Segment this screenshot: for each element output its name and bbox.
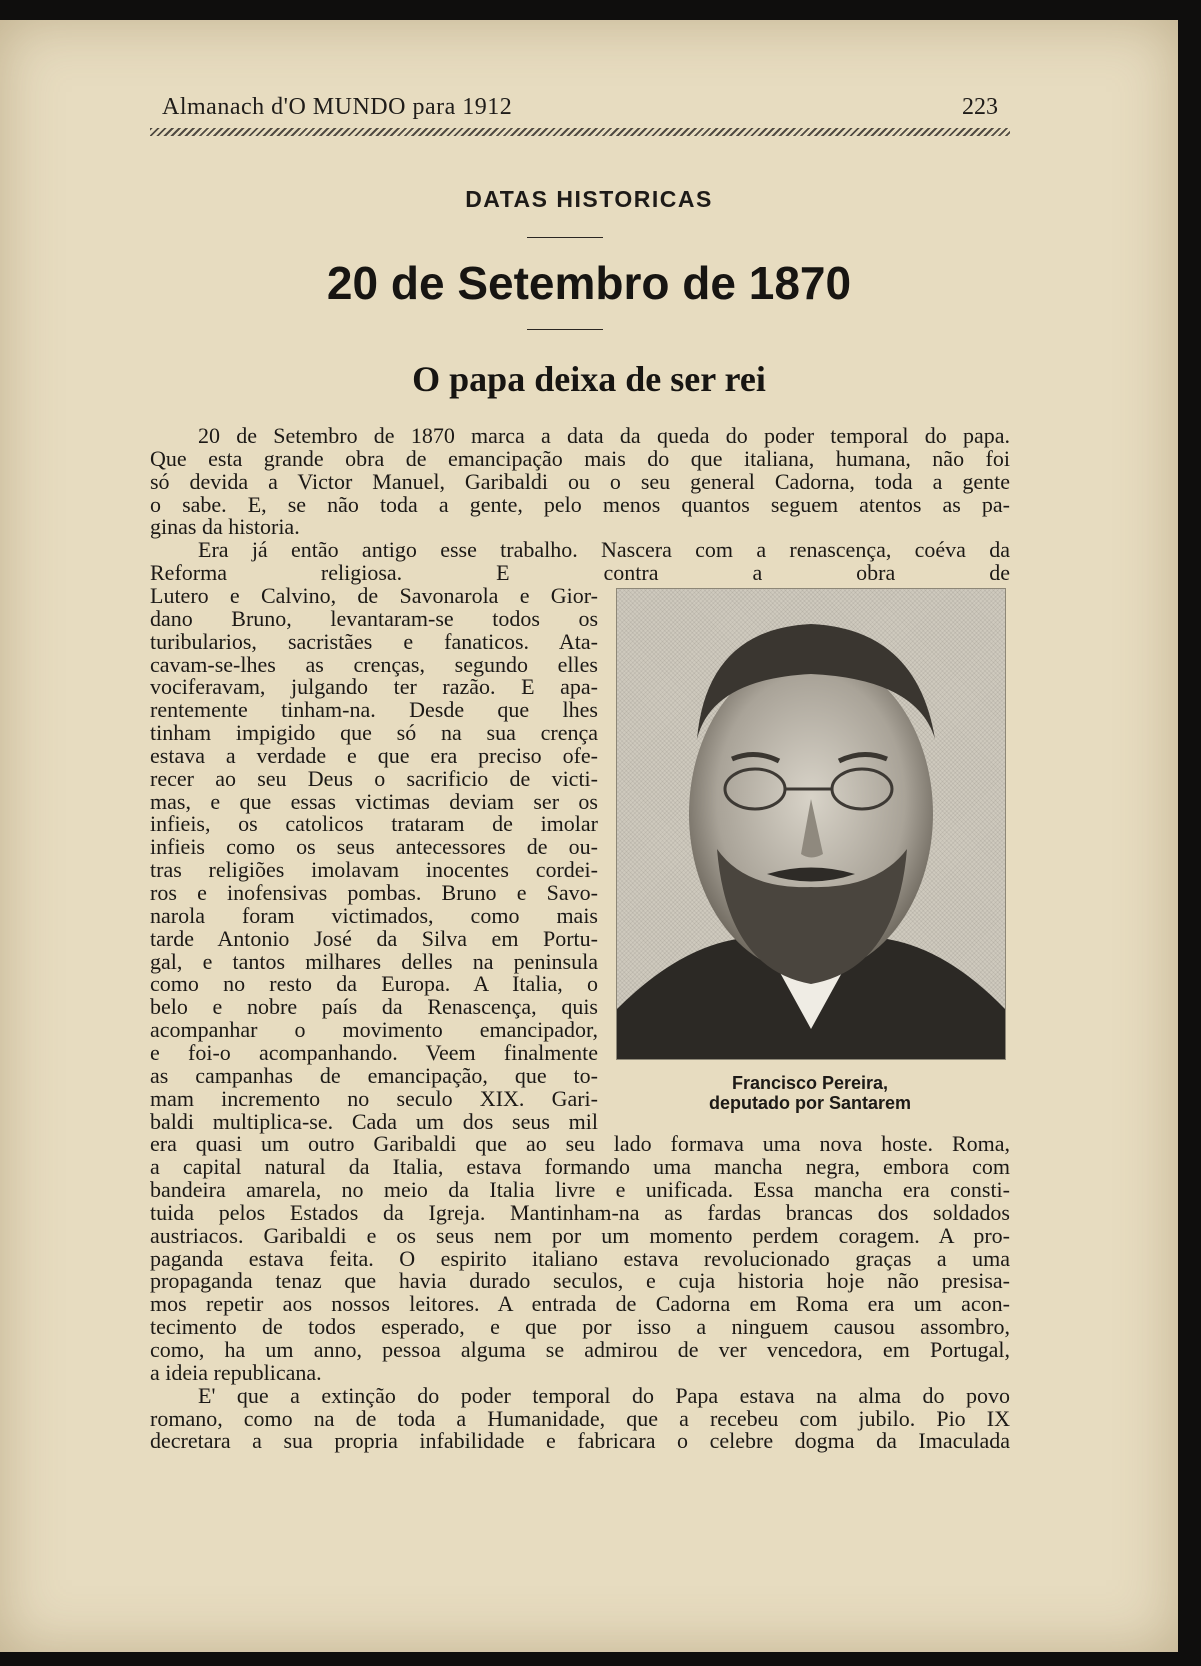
body-text-line: propaganda tenaz que havia durado seculos, e cuja historia hoje não presisa-	[150, 1268, 1010, 1294]
body-text-line: acompanhar o movimento emancipador,	[150, 1017, 598, 1043]
article-subtitle: O papa deixa de ser rei	[412, 359, 766, 399]
photo-caption-name: Francisco Pereira,	[731, 1073, 889, 1093]
body-text-line: Que esta grande obra de emancipação mais do que italiana, humana, não foi	[150, 445, 1010, 471]
body-text-line: turibularios, sacristães e fanaticos. Ata-	[150, 628, 598, 654]
body-text-line: como, ha um anno, pessoa alguma se admirou de ver vencedora, em Portugal,	[150, 1337, 1010, 1362]
body-text-line: Era já então antigo esse trabalho. Nascera com a renascença, coéva da	[198, 537, 1010, 563]
body-text-line: bandeira amarela, no meio da Italia livre e unificada. Essa mancha era consti-	[150, 1177, 1010, 1203]
body-text-line: mas, e que essas victimas deviam ser os	[150, 788, 598, 814]
header-rule	[150, 128, 1010, 136]
divider-rule	[527, 329, 603, 330]
portrait-illustration	[617, 589, 1005, 1059]
body-text-line: tarde Antonio José da Silva em Portu-	[150, 925, 598, 951]
page-number: 223	[962, 94, 998, 120]
body-text-line: paganda estava feita. O espirito italiano estava revolucionado graças a uma	[150, 1245, 1010, 1271]
body-text-line: o sabe. E, se não toda a gente, pelo menos quantos seguem atentos as pa-	[150, 491, 1010, 517]
body-text-line: e foi-o acompanhando. Veem finalmente	[150, 1039, 598, 1065]
body-text-line: recer ao seu Deus o sacrificio de victi-	[150, 765, 598, 791]
body-text-line: mam incremento no seculo XIX. Gari-	[150, 1085, 598, 1111]
body-text-line: vociferavam, julgando ter razão. E apa-	[150, 674, 598, 700]
section-heading: DATAS HISTORICAS	[465, 186, 713, 212]
body-text-line: narola foram victimados, como mais	[150, 902, 598, 928]
running-title: Almanach d'O MUNDO para 1912	[162, 94, 513, 120]
body-text-line: dano Bruno, levantaram-se todos os	[150, 605, 598, 631]
body-text-line: estava a verdade e que era preciso ofe-	[150, 742, 598, 768]
body-text-line: infieis, os catolicos trataram de imolar	[150, 811, 598, 837]
divider-rule	[527, 237, 603, 238]
body-text-line: tras religiões imolavam inocentes cordei-	[150, 857, 598, 883]
body-text-line: a capital natural da Italia, estava formando uma mancha negra, embora com	[150, 1154, 1010, 1180]
body-text-line: romano, como na de toda a Humanidade, que a recebeu com jubilo. Pio IX	[150, 1405, 1010, 1431]
body-text-line: Lutero e Calvino, de Savonarola e Gior-	[150, 582, 598, 608]
body-text-line: E' que a extinção do poder temporal do Papa estava na alma do povo	[198, 1382, 1010, 1408]
body-text-line: tinham impigido que só na sua crença	[150, 720, 598, 746]
body-text-line: mos repetir aos nossos leitores. A entrada de Cadorna em Roma era um acon-	[150, 1291, 1010, 1317]
body-text-line: só devida a Victor Manuel, Garibaldi ou o seu general Cadorna, toda a gente	[150, 468, 1010, 494]
body-text-line: como no resto da Europa. A Italia, o	[150, 971, 598, 997]
body-text-line: austriacos. Garibaldi e os seus nem por um momento perdem coragem. A pro-	[150, 1222, 1010, 1248]
body-text-line: baldi multiplica-se. Cada um dos seus mil	[150, 1108, 598, 1134]
body-text-line: cavam-se-lhes as crenças, segundo elles	[150, 651, 598, 677]
photo-caption-role: deputado por Santarem	[708, 1093, 912, 1113]
portrait-photo	[616, 588, 1006, 1060]
page-header	[150, 76, 1010, 122]
body-text-line: belo e nobre país da Renascença, quis	[150, 994, 598, 1020]
body-text-line: rentemente tinham-na. Desde que lhes	[150, 697, 598, 723]
body-text-line: a ideia republicana.	[150, 1359, 322, 1385]
body-text-line: era quasi um outro Garibaldi que ao seu lado formava uma nova hoste. Roma,	[150, 1131, 1010, 1157]
body-text-line: tecimento de todos esperado, e que por isso a ninguem causou assombro,	[150, 1314, 1010, 1340]
body-text-line: 20 de Setembro de 1870 marca a data da queda do poder temporal do papa.	[198, 423, 1010, 448]
article-date-title: 20 de Setembro de 1870	[326, 257, 852, 309]
body-text-line: gal, e tantos milhares delles na peninsula	[150, 948, 598, 974]
body-text-line: tuida pelos Estados da Igreja. Mantinham-na as fardas brancas dos soldados	[150, 1199, 1010, 1225]
body-text-line: Reforma religiosa. E contra a obra de	[150, 560, 1010, 586]
body-text-line: decretara a sua propria infabilidade e fabricara o celebre dogma da Imaculada	[150, 1428, 1010, 1454]
body-text-line: infieis como os seus antecessores de ou-	[150, 834, 598, 860]
body-text-line: as campanhas de emancipação, que to-	[150, 1062, 598, 1088]
body-text-line: ros e inofensivas pombas. Bruno e Savo-	[150, 880, 598, 905]
body-text-line: ginas da historia.	[150, 514, 300, 540]
